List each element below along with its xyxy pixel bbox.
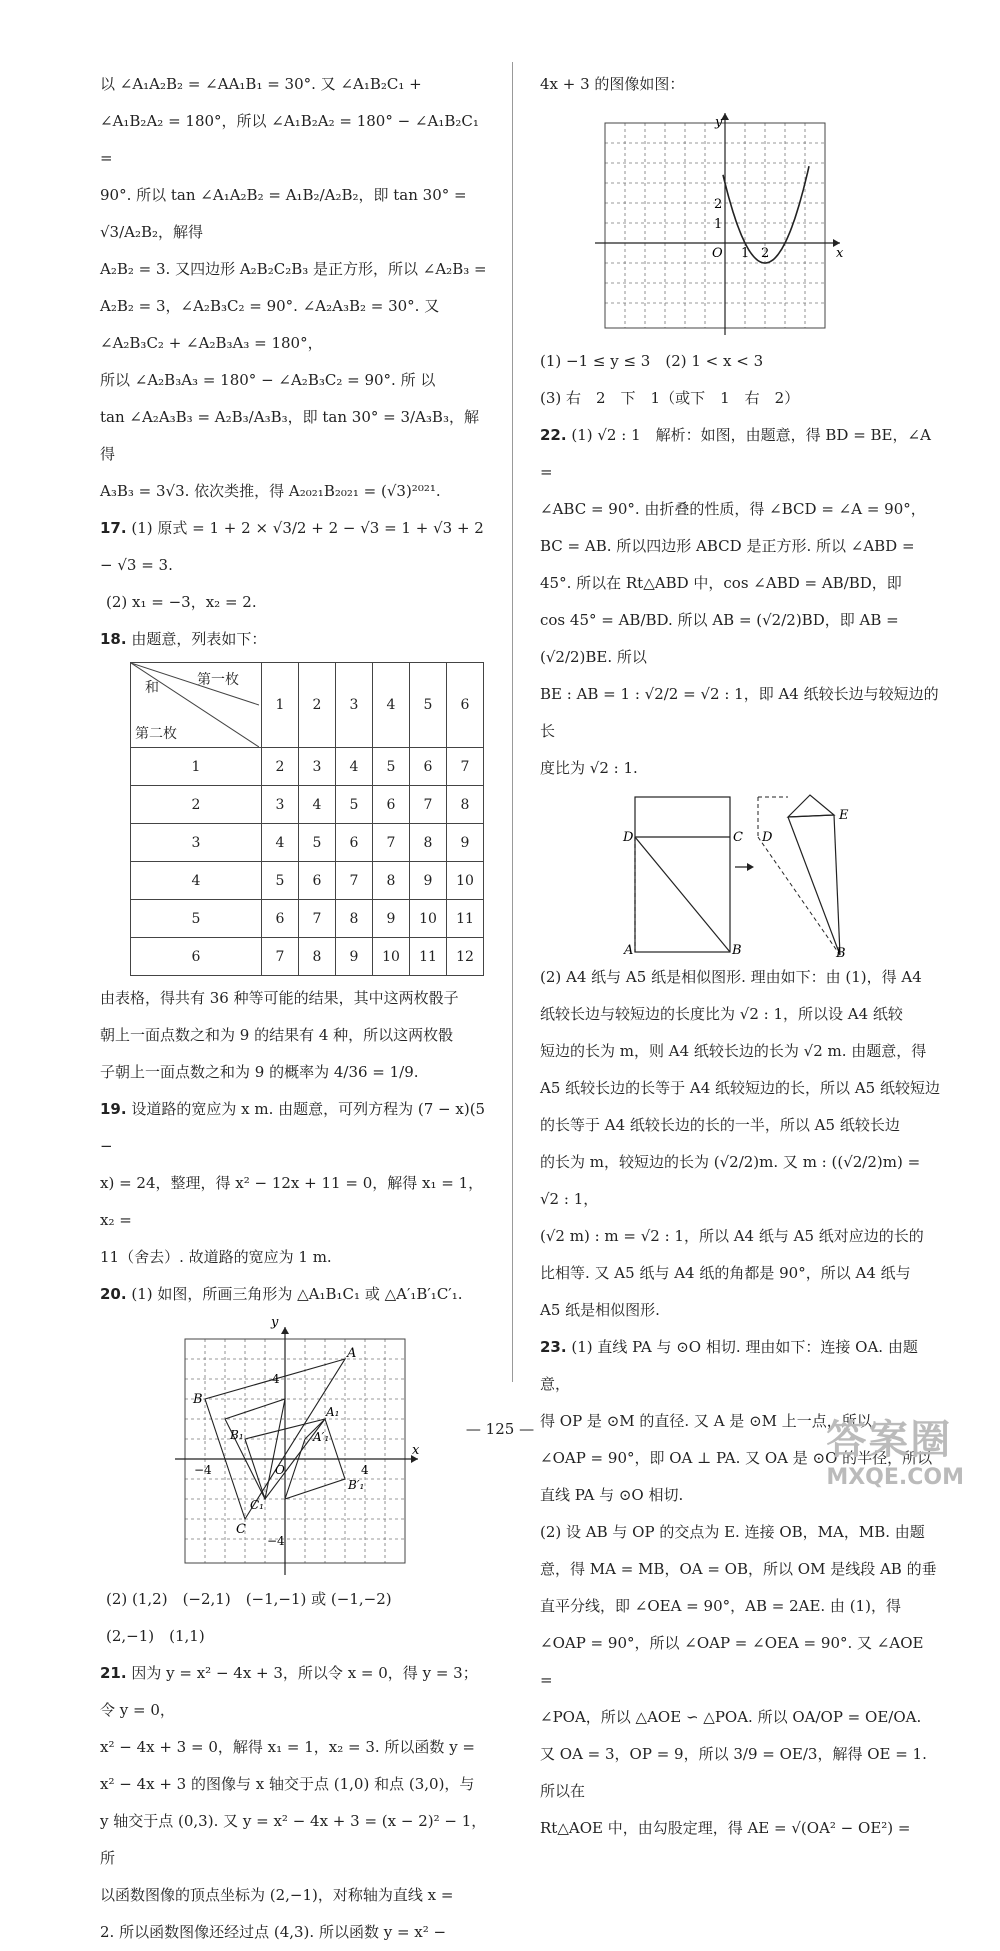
text-line: (2,−1) (1,1) bbox=[106, 1627, 205, 1645]
table-cell: 10 bbox=[410, 900, 447, 938]
point-label: E bbox=[839, 808, 849, 823]
text-line: 设道路的宽应为 x m. 由题意，可列方程为 (7 − x)(5 − bbox=[100, 1100, 490, 1155]
y-axis-label: y bbox=[271, 1315, 279, 1330]
table-cell: 5 bbox=[299, 824, 336, 862]
text-line: BC = AB. 所以四边形 ABCD 是正方形. 所以 ∠ABD = bbox=[540, 537, 915, 555]
table-cell: 4 bbox=[299, 786, 336, 824]
text-line: 得 OP 是 ⊙M 的直径. 又 A 是 ⊙M 上一点，所以 bbox=[540, 1412, 872, 1430]
text-line: x² − 4x + 3 = 0，解得 x₁ = 1，x₂ = 3. 所以函数 y = bbox=[100, 1738, 476, 1756]
point-label: C₁ bbox=[250, 1498, 264, 1512]
table-cell: 8 bbox=[447, 786, 484, 824]
parabola-figure bbox=[540, 103, 940, 343]
continuation-block bbox=[100, 66, 490, 510]
text-line: 度比为 √2 : 1. bbox=[540, 759, 638, 777]
point-label: C bbox=[236, 1522, 246, 1537]
text-line: Rt△AOE 中，由勾股定理，得 AE = √(OA² − OE²) = bbox=[540, 1819, 911, 1837]
text-line: ∠A₁B₂A₂ = 180°，所以 ∠A₁B₂A₂ = 180° − ∠A₁B₂C₁ = bbox=[100, 112, 484, 167]
table-cell: 9 bbox=[336, 938, 373, 976]
text-line: x² − 4x + 3 的图像与 x 轴交于点 (1,0) 和点 (3,0)，与 bbox=[100, 1775, 475, 1793]
corner-label-first: 第一枚 bbox=[197, 672, 239, 688]
text-line: 子朝上一面点数之和为 9 的概率为 4/36 = 1/9. bbox=[100, 1063, 419, 1081]
point-label: A bbox=[624, 943, 634, 958]
table-cell: 1 bbox=[131, 748, 262, 786]
text-line: BE : AB = 1 : √2/2 = √2 : 1，即 A4 纸较长边与较短边的长 bbox=[540, 685, 939, 740]
text-line: 以 ∠A₁A₂B₂ = ∠AA₁B₁ = 30°. 又 ∠A₁B₂C₁ + bbox=[100, 75, 422, 93]
table-cell: 8 bbox=[373, 862, 410, 900]
question-20 bbox=[100, 1276, 490, 1655]
text-line: (2) A4 纸与 A5 纸是相似图形. 理由如下：由 (1)，得 A4 bbox=[540, 968, 922, 986]
text-line: y 轴交于点 (0,3). 又 y = x² − 4x + 3 = (x − 2)² − 1，所 bbox=[100, 1812, 487, 1867]
table-row bbox=[131, 862, 484, 900]
tick-label: 4 bbox=[361, 1463, 369, 1477]
point-label: B bbox=[836, 946, 846, 959]
origin-label: O bbox=[712, 246, 723, 261]
answer-part: (3) 右 2 下 1（或下 1 右 2） bbox=[540, 389, 800, 407]
table-cell: 5 bbox=[336, 786, 373, 824]
question-number: 19. bbox=[100, 1100, 127, 1118]
table-row bbox=[131, 786, 484, 824]
question-intro: 由题意，列表如下： bbox=[131, 630, 267, 648]
table-cell: 10 bbox=[447, 862, 484, 900]
text-line: 45°. 所以在 Rt△ABD 中，cos ∠ABD = AB/BD，即 bbox=[540, 574, 902, 592]
text-line: (2) 设 AB 与 OP 的交点为 E. 连接 OB，MA，MB. 由题 bbox=[540, 1523, 925, 1541]
table-cell: 6 bbox=[373, 786, 410, 824]
text-line: 比相等. 又 A5 纸与 A4 纸的角都是 90°，所以 A4 纸与 bbox=[540, 1264, 911, 1282]
question-number: 22. bbox=[540, 426, 567, 444]
text-line: 直平分线，即 ∠OEA = 90°，AB = 2AE. 由 (1)，得 bbox=[540, 1597, 901, 1615]
table-cell: 3 bbox=[299, 748, 336, 786]
table-cell: 6 bbox=[299, 862, 336, 900]
table-row bbox=[131, 748, 484, 786]
point-label: A bbox=[347, 1346, 357, 1361]
table-cell: 5 bbox=[262, 862, 299, 900]
text-line: ∠OAP = 90°，即 OA ⊥ PA. 又 OA 是 ⊙O 的半径，所以 bbox=[540, 1449, 933, 1467]
question-22 bbox=[540, 417, 940, 1329]
x-axis-label: x bbox=[836, 246, 844, 261]
table-cell: 8 bbox=[336, 900, 373, 938]
table-cell: 8 bbox=[299, 938, 336, 976]
table-cell: 7 bbox=[447, 748, 484, 786]
text-line: tan ∠A₂A₃B₃ = A₂B₃/A₃B₃，即 tan 30° = 3/A₃B₃，解 得 bbox=[100, 408, 484, 463]
question-19 bbox=[100, 1091, 490, 1276]
table-header-cell: 5 bbox=[410, 663, 447, 748]
y-axis-label: y bbox=[715, 115, 723, 130]
origin-label: O bbox=[275, 1463, 285, 1477]
tick-label: 4 bbox=[272, 1372, 280, 1386]
table-corner-cell bbox=[131, 663, 262, 748]
table-cell: 9 bbox=[373, 900, 410, 938]
left-column bbox=[100, 66, 490, 1951]
question-18 bbox=[100, 621, 490, 1091]
table-cell: 3 bbox=[262, 786, 299, 824]
table-cell: 12 bbox=[447, 938, 484, 976]
point-label: B bbox=[193, 1392, 203, 1407]
table-header-cell: 3 bbox=[336, 663, 373, 748]
tick-label: 1 bbox=[741, 246, 750, 261]
text-line: 朝上一面点数之和为 9 的结果有 4 种，所以这两枚骰 bbox=[100, 1026, 454, 1044]
point-label: D bbox=[623, 830, 634, 845]
text-line: 又 OA = 3，OP = 9，所以 3/9 = OE/3，解得 OE = 1. 所以在 bbox=[540, 1745, 932, 1800]
table-row bbox=[131, 938, 484, 976]
right-column bbox=[540, 66, 940, 1847]
table-cell: 7 bbox=[336, 862, 373, 900]
table-header-cell: 2 bbox=[299, 663, 336, 748]
table-cell: 7 bbox=[262, 938, 299, 976]
text-line: 以函数图像的顶点坐标为 (2,−1)，对称轴为直线 x = bbox=[100, 1886, 454, 1904]
answer-part: (1) 原式 = 1 + 2 × √3/2 + 2 − √3 = 1 + √3 + 2 − √3 = 3. bbox=[100, 519, 489, 574]
table-cell: 5 bbox=[131, 900, 262, 938]
text-line: x) = 24，整理，得 x² − 12x + 11 = 0，解得 x₁ = 1，x₂ = bbox=[100, 1174, 484, 1229]
text-line: ∠OAP = 90°，所以 ∠OAP = ∠OEA = 90°. 又 ∠AOE = bbox=[540, 1634, 929, 1689]
point-label: B bbox=[732, 943, 742, 958]
text-line: 4x + 3 的图像如图： bbox=[540, 75, 685, 93]
dice-sum-table bbox=[130, 662, 484, 976]
table-cell: 4 bbox=[131, 862, 262, 900]
table-header-cell: 1 bbox=[262, 663, 299, 748]
question-number: 23. bbox=[540, 1338, 567, 1356]
tick-label: −4 bbox=[194, 1463, 212, 1477]
table-cell: 3 bbox=[131, 824, 262, 862]
text-line: ∠POA，所以 △AOE ∽ △POA. 所以 OA/OP = OE/OA. bbox=[540, 1708, 922, 1726]
table-header-row bbox=[131, 663, 484, 748]
corner-label-second: 第二枚 bbox=[135, 726, 177, 742]
table-cell: 7 bbox=[373, 824, 410, 862]
table-cell: 6 bbox=[131, 938, 262, 976]
text-line: A₃B₃ = 3√3. 依次类推，得 A₂₀₂₁B₂₀₂₁ = (√3)²⁰²¹. bbox=[100, 482, 441, 500]
coordinate-grid-figure bbox=[100, 1313, 490, 1581]
table-cell: 10 bbox=[373, 938, 410, 976]
question-number: 20. bbox=[100, 1285, 127, 1303]
text-line: A₂B₂ = 3. 又四边形 A₂B₂C₂B₃ 是正方形，所以 ∠A₂B₃ = bbox=[100, 260, 487, 278]
watermark-text: 答案圈 bbox=[826, 1417, 953, 1463]
text-line: 2. 所以函数图像还经过点 (4,3). 所以函数 y = x² − bbox=[100, 1923, 447, 1941]
table-header-cell: 6 bbox=[447, 663, 484, 748]
point-label: A₁ bbox=[326, 1405, 340, 1419]
table-cell: 6 bbox=[410, 748, 447, 786]
text-line: 直线 PA 与 ⊙O 相切. bbox=[540, 1486, 684, 1504]
text-line: 意，得 MA = MB，OA = OB，所以 OM 是线段 AB 的垂 bbox=[540, 1560, 937, 1578]
table-cell: 2 bbox=[131, 786, 262, 824]
table-cell: 11 bbox=[447, 900, 484, 938]
x-axis-label: x bbox=[412, 1443, 420, 1458]
page-number: — 125 — bbox=[465, 1420, 535, 1438]
answer-part: (2) x₁ = −3，x₂ = 2. bbox=[106, 593, 257, 611]
point-label: A′₁ bbox=[313, 1430, 330, 1444]
text-line: 纸较长边与较短边的长度比为 √2 : 1，所以设 A4 纸较 bbox=[540, 1005, 903, 1023]
text-line: 11（舍去）. 故道路的宽应为 1 m. bbox=[100, 1248, 332, 1266]
point-label: D bbox=[762, 830, 773, 845]
table-row bbox=[131, 824, 484, 862]
text-line: A5 纸较长边的长等于 A4 纸较短边的长，所以 A5 纸较短边 bbox=[540, 1079, 940, 1097]
point-label: B′₁ bbox=[348, 1478, 365, 1492]
table-header-cell: 4 bbox=[373, 663, 410, 748]
text-line: A₂B₂ = 3，∠A₂B₃C₂ = 90°. ∠A₂A₃B₂ = 30°. 又 ∠A₂B₃C₂ + ∠A₂B₃A₃ = 180°， bbox=[100, 297, 445, 352]
text-line: (√2 m) : m = √2 : 1，所以 A4 纸与 A5 纸对应边的长的 bbox=[540, 1227, 924, 1245]
question-17 bbox=[100, 510, 490, 621]
table-cell: 8 bbox=[410, 824, 447, 862]
text-line: 因为 y = x² − 4x + 3，所以令 x = 0，得 y = 3；令 y = 0， bbox=[100, 1664, 478, 1719]
question-23 bbox=[540, 1329, 940, 1847]
table-cell: 7 bbox=[299, 900, 336, 938]
watermark-logo bbox=[826, 1408, 964, 1490]
text-line: 短边的长为 m，则 A4 纸较长边的长为 √2 m. 由题意，得 bbox=[540, 1042, 927, 1060]
text-line: (1) √2 : 1 解析：如图，由题意，得 BD = BE，∠A = bbox=[540, 426, 936, 481]
tick-label: 1 bbox=[714, 217, 723, 232]
text-line: 的长为 m，较短边的长为 (√2/2)m. 又 m : ((√2/2)m) = √2 : 1， bbox=[540, 1153, 925, 1208]
question-number: 17. bbox=[100, 519, 127, 537]
tick-label: 2 bbox=[761, 246, 770, 261]
table-cell: 2 bbox=[262, 748, 299, 786]
text-line: 的长等于 A4 纸较长边的长的一半，所以 A5 纸较长边 bbox=[540, 1116, 900, 1134]
corner-label-sum: 和 bbox=[145, 680, 159, 696]
tick-label: 2 bbox=[714, 197, 723, 212]
table-cell: 6 bbox=[262, 900, 299, 938]
text-line: 所以 ∠A₂B₃A₃ = 180° − ∠A₂B₃C₂ = 90°. 所 以 bbox=[100, 371, 436, 389]
table-row bbox=[131, 900, 484, 938]
text-line: (1) 如图，所画三角形为 △A₁B₁C₁ 或 △A′₁B′₁C′₁. bbox=[131, 1285, 463, 1303]
table-cell: 4 bbox=[262, 824, 299, 862]
question-number: 21. bbox=[100, 1664, 127, 1682]
table-cell: 9 bbox=[447, 824, 484, 862]
watermark-url: MXQE.COM bbox=[826, 1465, 964, 1490]
text-line: (1) 直线 PA 与 ⊙O 相切. 理由如下：连接 OA. 由题意， bbox=[540, 1338, 918, 1393]
table-cell: 11 bbox=[410, 938, 447, 976]
text-line: cos 45° = AB/BD. 所以 AB = (√2/2)BD，即 AB = (√2/2)BE. 所以 bbox=[540, 611, 904, 666]
text-line: (2) (1,2) (−2,1) (−1,−1) 或 (−1,−2) bbox=[106, 1590, 392, 1608]
text-line: 90°. 所以 tan ∠A₁A₂B₂ = A₁B₂/A₂B₂，即 tan 30° = √3/A₂B₂，解得 bbox=[100, 186, 472, 241]
question-number: 18. bbox=[100, 630, 127, 648]
question-21 bbox=[100, 1655, 490, 1951]
text-line: ∠ABC = 90°. 由折叠的性质，得 ∠BCD = ∠A = 90°， bbox=[540, 500, 926, 518]
column-divider bbox=[512, 62, 513, 1382]
table-cell: 7 bbox=[410, 786, 447, 824]
table-cell: 5 bbox=[373, 748, 410, 786]
answer-part: (1) −1 ≤ y ≤ 3 (2) 1 < x < 3 bbox=[540, 352, 764, 370]
table-cell: 6 bbox=[336, 824, 373, 862]
text-line: A5 纸是相似图形. bbox=[540, 1301, 660, 1319]
point-label: C bbox=[733, 830, 743, 845]
table-cell: 4 bbox=[336, 748, 373, 786]
paper-folding-figure bbox=[540, 787, 940, 959]
point-label: B₁ bbox=[230, 1428, 244, 1442]
text-line: 由表格，得共有 36 种等可能的结果，其中这两枚骰子 bbox=[100, 989, 459, 1007]
tick-label: −4 bbox=[267, 1534, 285, 1548]
table-cell: 9 bbox=[410, 862, 447, 900]
